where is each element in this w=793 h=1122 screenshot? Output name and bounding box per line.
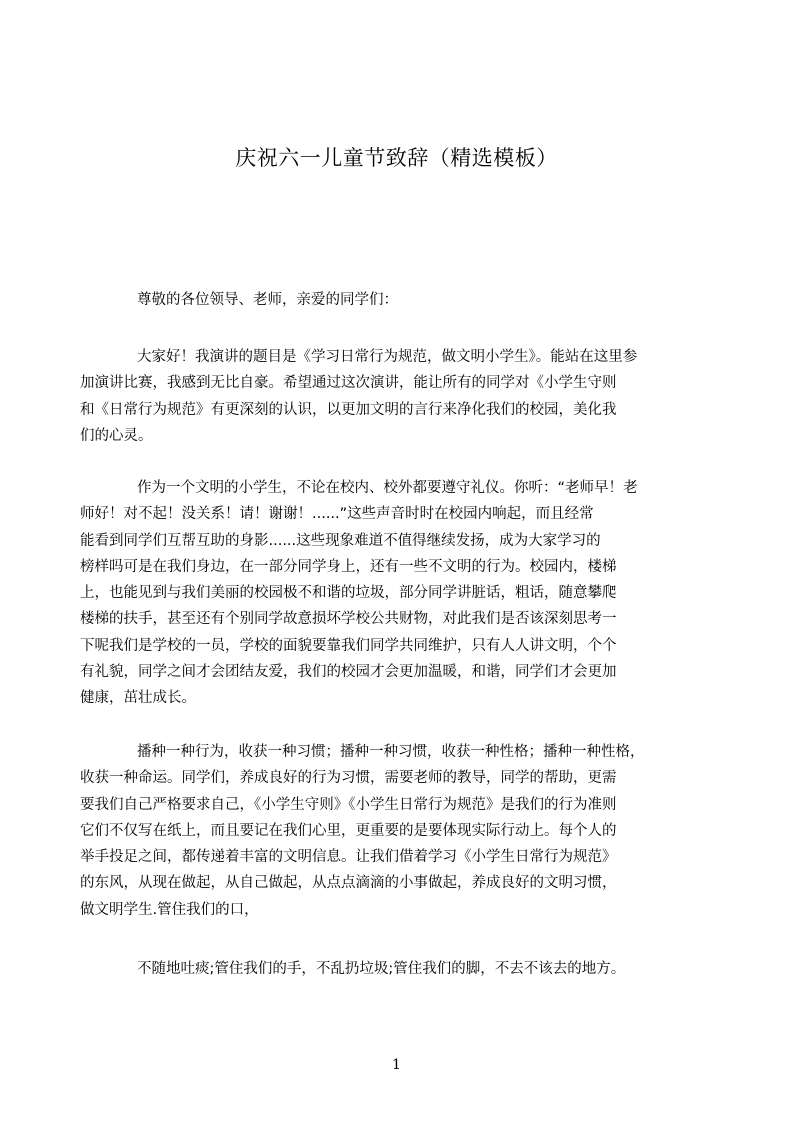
paragraph-line: 举手投足之间，都传递着丰富的文明信息。让我们借着学习《小学生日常行为规范》 xyxy=(80,849,617,866)
paragraph-line: 作为一个文明的小学生，不论在校内、校外都要遵守礼仪。你听：“老师早！老 xyxy=(137,480,638,496)
paragraph-line: 收获一种命运。同学们，养成良好的行为习惯，需要老师的教导，同学的帮助，更需 xyxy=(80,770,617,787)
greeting-line: 尊敬的各位领导、老师，亲爱的同学们： xyxy=(137,292,398,308)
paragraph-line: 健康，茁壮成长。 xyxy=(80,690,196,707)
paragraph-line: 们的心灵。 xyxy=(80,427,153,444)
paragraph-line: 上，也能见到与我们美丽的校园极不和谐的垃圾，部分同学讲脏话，粗话，随意攀爬 xyxy=(80,585,617,602)
paragraph-line: 要我们自己严格要求自己，《小学生守则》《小学生日常行为规范》是我们的行为准则 xyxy=(80,796,617,813)
paragraph-line: 师好！对不起！没关系！请！谢谢！......”这些声音时时在校园内响起，而且经常 xyxy=(80,506,594,523)
paragraph-line: 和《日常行为规范》有更深刻的认识，以更加文明的言行来净化我们的校园，美化我 xyxy=(80,401,617,418)
paragraph-line: 它们不仅写在纸上，而且要记在我们心里，更重要的是要体现实际行动上。每个人的 xyxy=(80,822,617,839)
paragraph-line: 榜样吗可是在我们身边，在一部分同学身上，还有一些不文明的行为。校园内，楼梯 xyxy=(80,558,617,575)
paragraph-line: 有礼貌，同学之间才会团结友爱，我们的校园才会更加温暖，和谐，同学们才会更加 xyxy=(80,664,617,681)
paragraph-line: 不随地吐痰;管住我们的手，不乱扔垃圾;管住我们的脚，不去不该去的地方。 xyxy=(137,961,626,977)
paragraph-closing xyxy=(80,956,698,982)
paragraph-line: 大家好！我演讲的题目是《学习日常行为规范，做文明小学生》。能站在这里参 xyxy=(137,349,638,365)
paragraph-line: 能看到同学们互帮互助的身影......这些现象难道不值得继续发扬，成为大家学习的 xyxy=(80,532,601,549)
paragraph-etiquette xyxy=(80,475,698,712)
paragraph-habits xyxy=(80,739,698,923)
paragraph-intro xyxy=(80,344,698,449)
paragraph-line: 做文明学生.管住我们的口， xyxy=(80,901,259,918)
paragraph-line: 下呢我们是学校的一员，学校的面貌要靠我们同学共同维护，只有人人讲文明，个个 xyxy=(80,637,617,654)
paragraph-line: 加演讲比赛，我感到无比自豪。希望通过这次演讲，能让所有的同学对《小学生守则 xyxy=(80,375,617,392)
page-number: 1 xyxy=(392,1057,401,1073)
paragraph-line: 楼梯的扶手，甚至还有个别同学故意损坏学校公共财物，对此我们是否该深刻思考一 xyxy=(80,611,617,628)
paragraph-line: 的东风，从现在做起，从自己做起，从点点滴滴的小事做起，养成良好的文明习惯， xyxy=(80,875,617,892)
document-title: 庆祝六一儿童节致辞（精选模板） xyxy=(235,146,558,170)
paragraph-line: 播种一种行为，收获一种习惯；播种一种习惯，收获一种性格；播种一种性格， xyxy=(137,744,645,760)
